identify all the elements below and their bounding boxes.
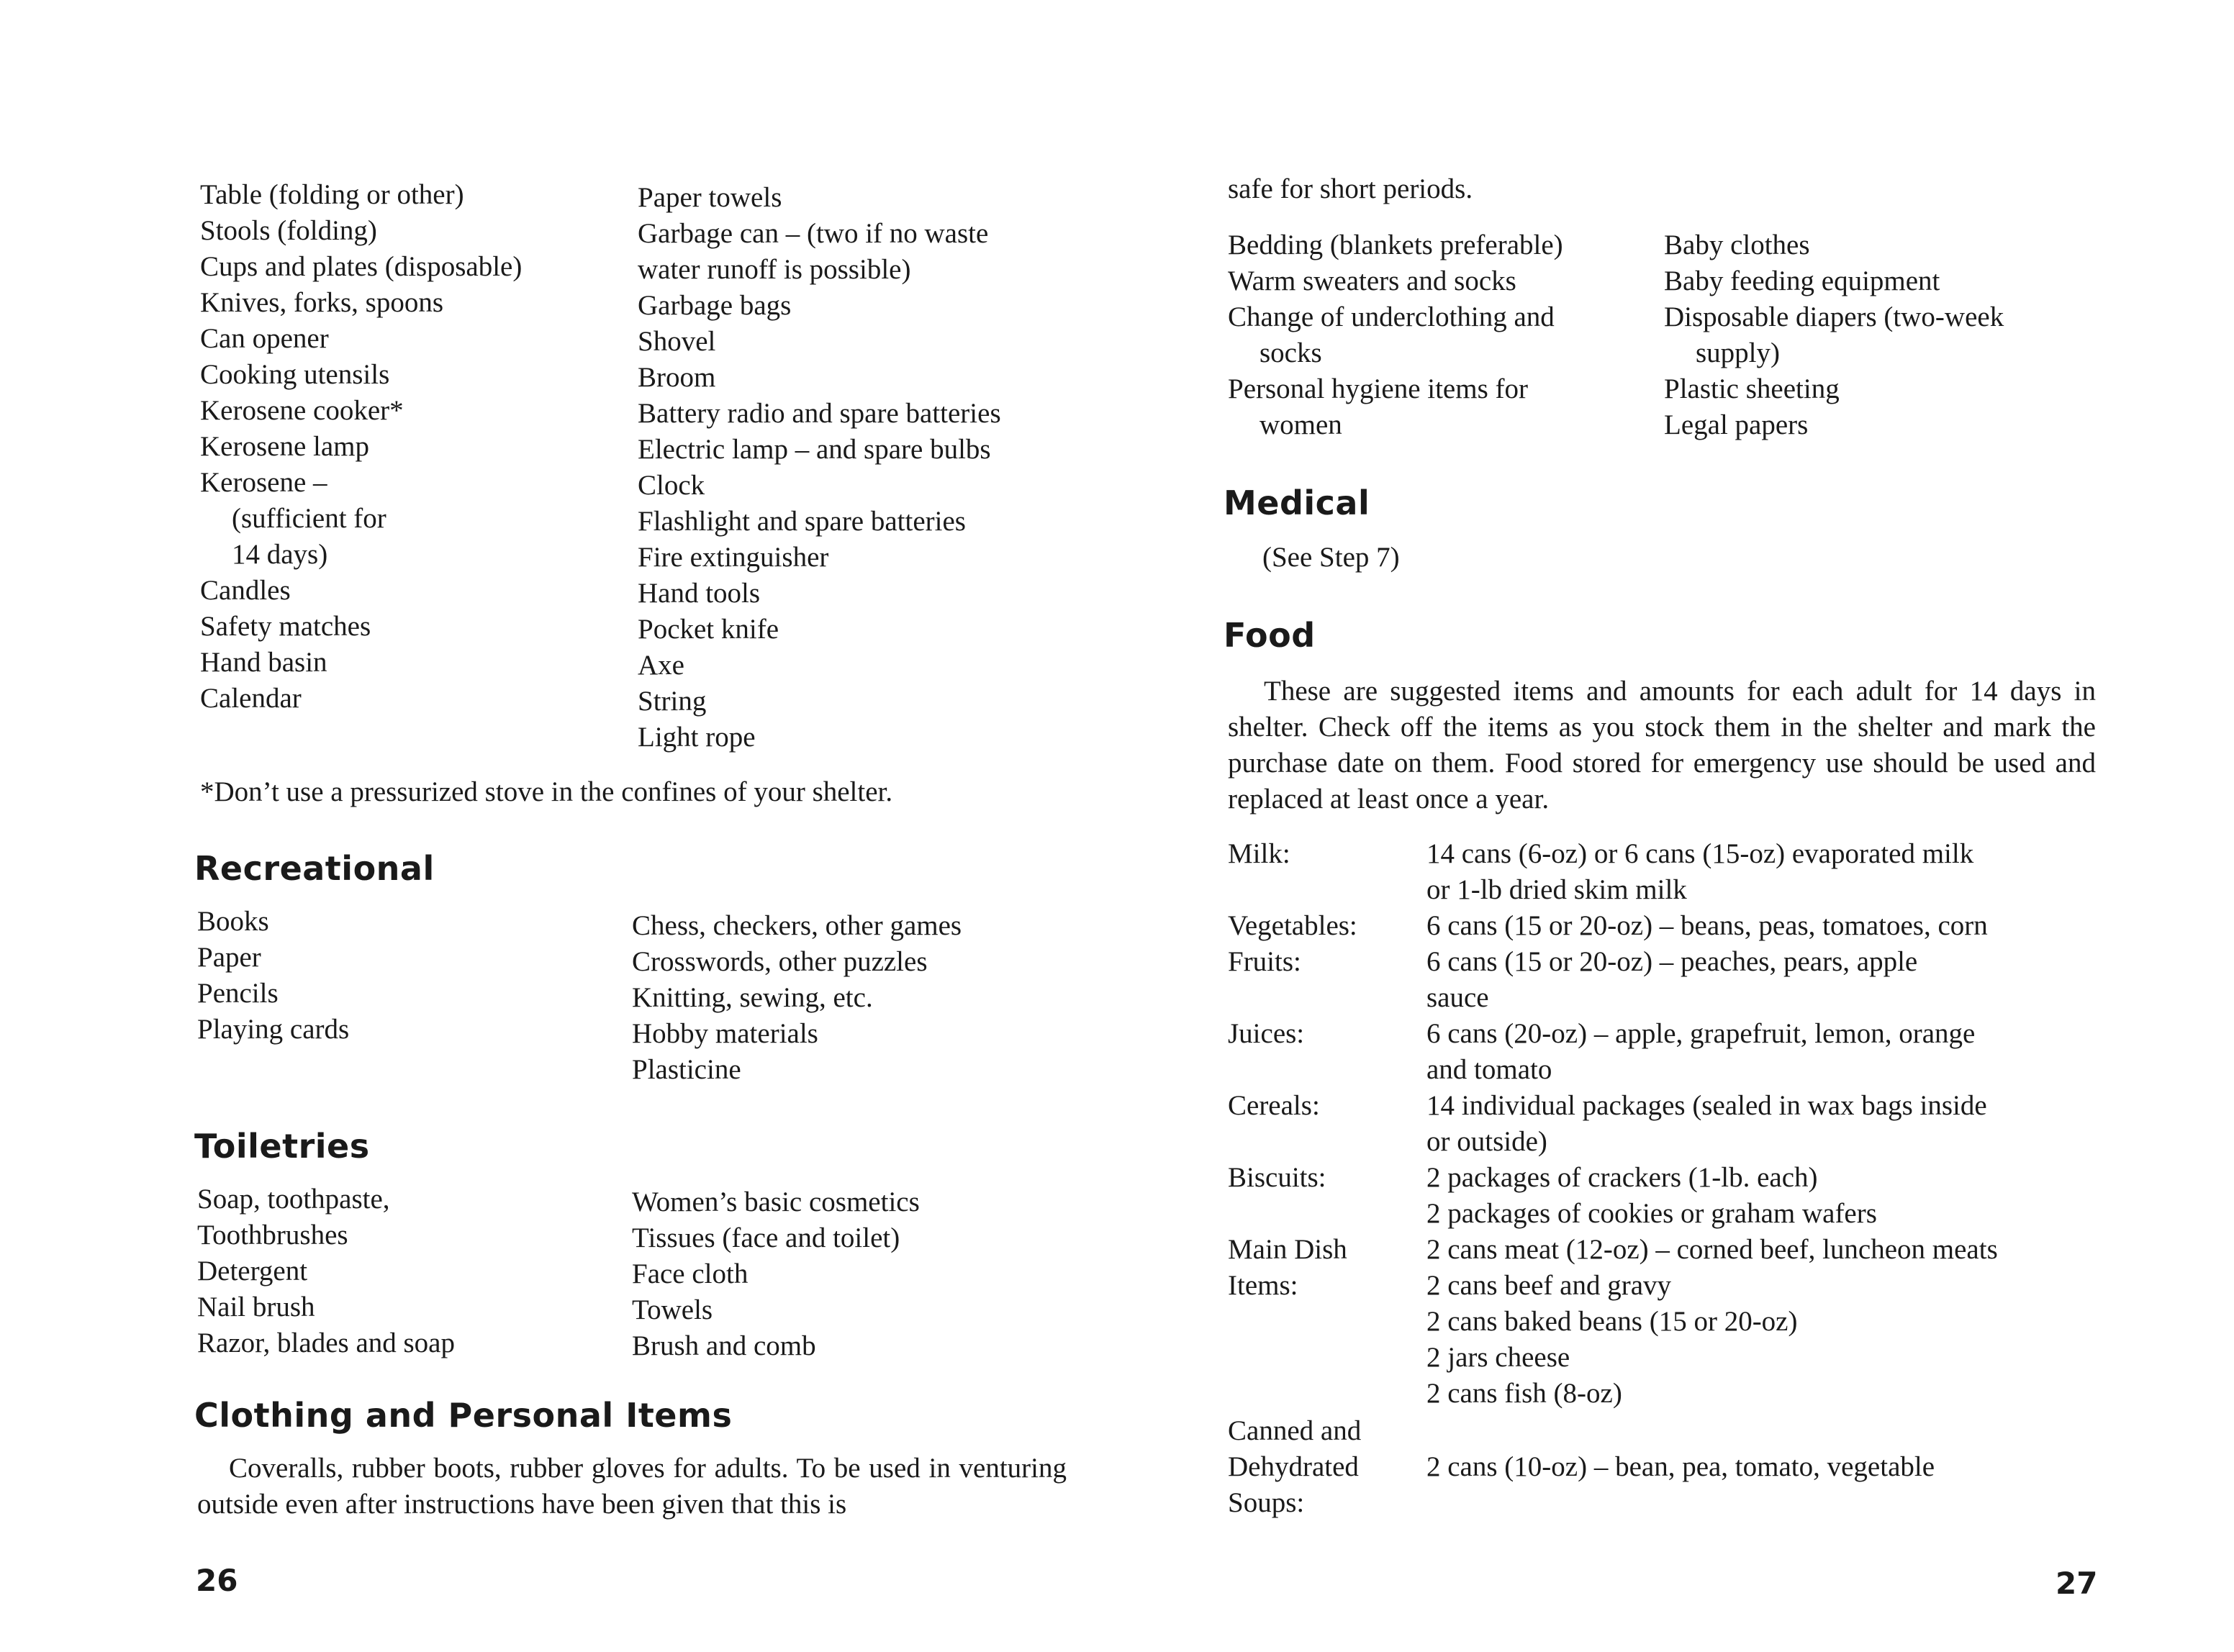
list-item: Crosswords, other puzzles (632, 946, 928, 977)
equipment-list-col2 (638, 180, 1001, 755)
list-item: women (1260, 409, 1342, 440)
food-label: Fruits: (1228, 946, 1301, 977)
list-item: Women’s basic cosmetics (632, 1186, 920, 1217)
food-label: Juices: (1228, 1018, 1305, 1049)
list-item: Razor, blades and soap (197, 1328, 455, 1358)
list-item: Calendar (200, 683, 302, 714)
list-item: Nail brush (197, 1292, 315, 1322)
list-item: Chess, checkers, other games (632, 910, 962, 941)
list-item: Cups and plates (disposable) (200, 251, 523, 282)
toiletries-col1 (197, 1181, 455, 1361)
heading-recreational: Recreational (194, 849, 435, 888)
list-item: Paper towels (638, 182, 782, 213)
food-label: Biscuits: (1228, 1162, 1326, 1193)
list-item: Table (folding or other) (200, 179, 464, 210)
food-text: 2 cans (10-oz) – bean, pea, tomato, vegetable (1426, 1451, 1935, 1482)
list-item: Books (197, 906, 269, 937)
food-text: 2 packages of crackers (1-lb. each) 2 packages of cookies or graham wafers (1426, 1162, 1877, 1229)
list-item: Hobby materials (632, 1018, 818, 1049)
list-item: Battery radio and spare batteries (638, 398, 1001, 429)
list-item: Shovel (638, 326, 716, 357)
list-item: Knitting, sewing, etc. (632, 982, 873, 1013)
list-item: Paper (197, 942, 261, 973)
recreational-col1 (197, 904, 349, 1048)
food-label: Cereals: (1228, 1090, 1320, 1121)
medical-note: (See Step 7) (1262, 542, 1400, 573)
food-text: 14 individual packages (sealed in wax bags inside or outside) (1426, 1090, 1987, 1157)
food-label: Items: (1228, 1270, 1298, 1301)
list-item: Fire extinguisher (638, 542, 829, 573)
heading-clothing: Clothing and Personal Items (194, 1396, 733, 1435)
list-item: Toothbrushes (197, 1220, 348, 1251)
list-item: Stools (folding) (200, 215, 377, 246)
food-text: 2 cans meat (12-oz) – corned beef, luncheon meats 2 cans beef and gravy 2 cans baked beans (15 or 20-oz) 2 jars cheese 2 cans fish (8-oz) (1426, 1234, 1998, 1409)
list-item: Light rope (638, 722, 756, 753)
list-item: Pocket knife (638, 614, 779, 645)
list-item: supply) (1696, 337, 1780, 368)
list-item: Can opener (200, 323, 329, 354)
food-text: 6 cans (15 or 20-oz) – peaches, pears, apple sauce (1426, 946, 1918, 1013)
list-item: (sufficient for (232, 503, 386, 534)
list-item: Safety matches (200, 611, 371, 642)
list-item: Electric lamp – and spare bulbs (638, 434, 991, 465)
page-number-right: 27 (2056, 1566, 2098, 1601)
list-item: Detergent (197, 1256, 308, 1286)
list-item: socks (1260, 337, 1322, 368)
list-item: Axe (638, 650, 684, 681)
heading-toiletries: Toiletries (194, 1127, 370, 1166)
continuation-text: safe for short periods. (1228, 173, 1473, 204)
list-item: Soap, toothpaste, (197, 1184, 390, 1215)
food-label: Dehydrated (1228, 1451, 1359, 1482)
food-text: 6 cans (15 or 20-oz) – beans, peas, tomatoes, corn (1426, 910, 1988, 941)
food-label: Main Dish (1228, 1234, 1347, 1265)
list-item: Bedding (blankets preferable) (1228, 230, 1563, 260)
list-item: Garbage can – (two if no waste (638, 218, 989, 249)
list-item: Kerosene lamp (200, 431, 369, 462)
clothing-paragraph: Coveralls, rubber boots, rubber gloves for adults. To be used in venturing outside even after instructions have been given that this is (197, 1453, 1067, 1520)
list-item: Personal hygiene items for (1228, 373, 1528, 404)
list-item: Playing cards (197, 1014, 350, 1045)
list-item: Candles (200, 575, 291, 606)
food-text: 6 cans (20-oz) – apple, grapefruit, lemon, orange and tomato (1426, 1018, 1976, 1085)
list-item: water runoff is possible) (638, 254, 911, 285)
list-item: Hand tools (638, 578, 761, 609)
list-item: Knives, forks, spoons (200, 287, 443, 318)
list-item: Tissues (face and toilet) (632, 1222, 900, 1253)
list-item: Warm sweaters and socks (1228, 266, 1516, 296)
food-label: Soups: (1228, 1487, 1305, 1518)
list-item: String (638, 686, 707, 717)
recreational-col2 (632, 908, 962, 1088)
equipment-list-col1 (200, 177, 522, 717)
footnote: *Don’t use a pressurized stove in the confines of your shelter. (200, 776, 893, 807)
list-item: Plasticine (632, 1054, 741, 1085)
clothing-list-col1 (1228, 227, 1563, 443)
food-label: Canned and (1228, 1415, 1362, 1446)
food-text: 14 cans (6-oz) or 6 cans (15-oz) evaporated milk or 1-lb dried skim milk (1426, 838, 1974, 905)
list-item: Disposable diapers (two-week (1664, 301, 2004, 332)
toiletries-col2 (632, 1184, 920, 1364)
list-item: Broom (638, 362, 716, 393)
list-item: Pencils (197, 978, 279, 1009)
clothing-list-col2 (1664, 227, 2004, 443)
list-item: 14 days) (232, 539, 328, 570)
list-item: Garbage bags (638, 290, 792, 321)
list-item: Legal papers (1664, 409, 1809, 440)
list-item: Hand basin (200, 647, 327, 678)
list-item: Baby feeding equipment (1664, 266, 1940, 296)
page-number-left: 26 (196, 1563, 238, 1598)
heading-food: Food (1224, 616, 1316, 655)
food-label: Milk: (1228, 838, 1290, 869)
list-item: Towels (632, 1294, 713, 1325)
food-label: Vegetables: (1228, 910, 1357, 941)
list-item: Kerosene cooker* (200, 395, 404, 426)
list-item: Cooking utensils (200, 359, 390, 390)
list-item: Kerosene – (200, 467, 327, 498)
list-item: Clock (638, 470, 705, 501)
list-item: Plastic sheeting (1664, 373, 1840, 404)
list-item: Face cloth (632, 1258, 749, 1289)
list-item: Baby clothes (1664, 230, 1810, 260)
heading-medical: Medical (1224, 484, 1370, 522)
list-item: Flashlight and spare batteries (638, 506, 966, 537)
list-item: Brush and comb (632, 1330, 816, 1361)
list-item: Change of underclothing and (1228, 301, 1555, 332)
food-intro: These are suggested items and amounts for each adult for 14 days in shelter. Check off the items as you stock them in the shelter and mark the purchase date on them. Food stored for emergency use should be used and replaced at least once a year. (1228, 676, 2096, 814)
